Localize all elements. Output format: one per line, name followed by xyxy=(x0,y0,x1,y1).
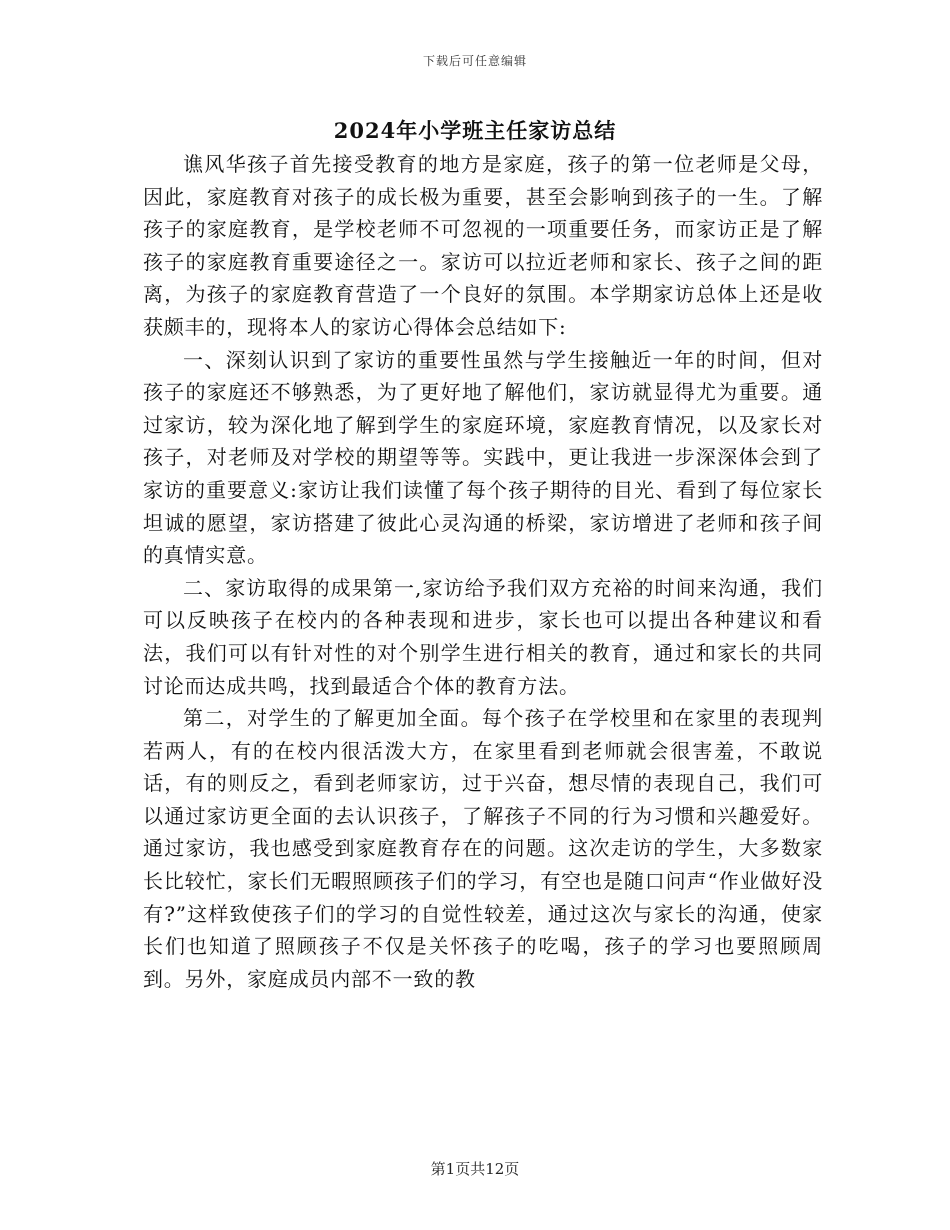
paragraph-section-two: 二、家访取得的成果第一,家访给予我们双方充裕的时间来沟通，我们可以反映孩子在校内的各种表现和进步，家长也可以提出各种建议和看法，我们可以有针对性的对个别学生进行相关的教育，通过和家长的共同讨论而达成共鸣，找到最适合个体的教育方法。 xyxy=(143,575,823,698)
paragraph-intro: 谯风华孩子首先接受教育的地方是家庭，孩子的第一位老师是父母，因此，家庭教育对孩子的成长极为重要，甚至会影响到孩子的一生。了解孩子的家庭教育，是学校老师不可忽视的一项重要任务，而家访正是了解孩子的家庭教育重要途径之一。家访可以拉近老师和家长、孩子之间的距离，为孩子的家庭教育营造了一个良好的氛围。本学期家访总体上还是收获颇丰的，现将本人的家访心得体会总结如下: xyxy=(143,152,823,339)
page-number: 第1页共12页 xyxy=(430,1160,520,1178)
paragraph-section-one: 一、深刻认识到了家访的重要性虽然与学生接触近一年的时间，但对孩子的家庭还不够熟悉，为了更好地了解他们，家访就显得尤为重要。通过家访，较为深化地了解到学生的家庭环境，家庭教育情况，以及家长对孩子，对老师及对学校的期望等等。实践中，更让我进一步深深体会到了家访的重要意义:家访让我们读懂了每个孩子期待的目光、看到了每位家长坦诚的愿望，家访搭建了彼此心灵沟通的桥梁，家访增进了老师和孩子间的真情实意。 xyxy=(143,347,823,568)
page-header-note: 下载后可任意编辑 xyxy=(422,54,527,68)
document-title: 2024年小学班主任家访总结 xyxy=(333,118,617,143)
paragraph-second-point: 第二，对学生的了解更加全面。每个孩子在学校里和在家里的表现判若两人，有的在校内很活泼大方，在家里看到老师就会很害羞，不敢说话，有的则反之，看到老师家访，过于兴奋，想尽情的表现自己，我们可以通过家访更全面的去认识孩子，了解孩子不同的行为习惯和兴趣爱好。通过家访，我也感受到家庭教育存在的问题。这次走访的学生，大多数家长比较忙，家长们无暇照顾孩子们的学习，有空也是随口问声“作业做好没有?”这样致使孩子们的学习的自觉性较差，通过这次与家长的沟通，使家长们也知道了照顾孩子不仅是关怀孩子的吃喝，孩子的学习也要照顾周到。另外，家庭成员内部不一致的教 xyxy=(143,706,823,991)
document-body xyxy=(143,148,823,995)
